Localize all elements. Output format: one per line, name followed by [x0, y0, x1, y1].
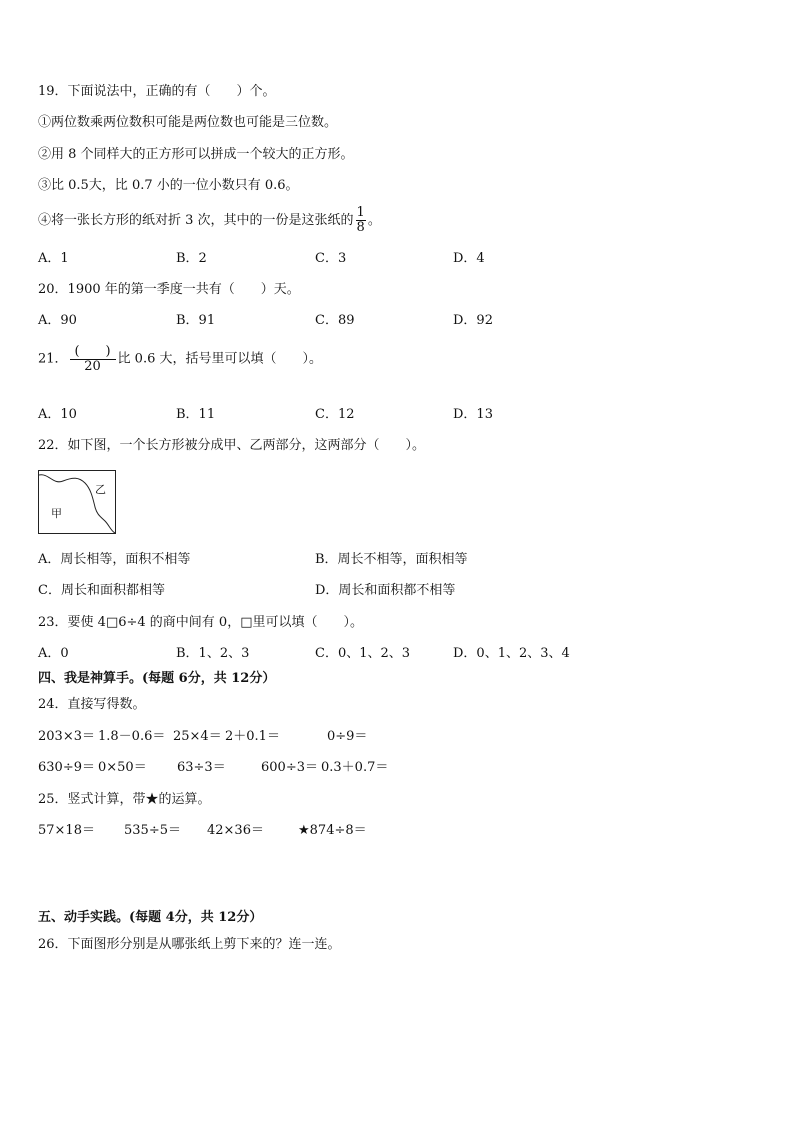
- calc-item: ★874÷8＝: [298, 823, 367, 838]
- q19-option-a[interactable]: A．1: [38, 251, 69, 266]
- q19-statement-1: ①两位数乘两位数积可能是两位数也可能是三位数。: [38, 115, 338, 130]
- calc-item: 1.8－0.6＝: [98, 729, 166, 744]
- q22-option-d[interactable]: D．周长和面积都不相等: [315, 583, 456, 598]
- q22-option-a[interactable]: A．周长相等，面积不相等: [38, 552, 191, 567]
- q21-option-d[interactable]: D．13: [453, 407, 493, 422]
- q21-option-a[interactable]: A．10: [38, 407, 77, 422]
- fraction-numerator: ( ): [70, 345, 116, 360]
- label-jia: 甲: [51, 507, 62, 520]
- calc-item: 42×36＝: [207, 823, 264, 838]
- q20-option-c[interactable]: C．89: [315, 313, 355, 328]
- q19-statement-4: [38, 206, 381, 236]
- calc-item: 630÷9＝: [38, 760, 95, 775]
- q22-option-c[interactable]: C．周长和面积都相等: [38, 583, 165, 598]
- q19-stem: 19．下面说法中，正确的有（ ）个。: [38, 84, 276, 99]
- calc-item: 63÷3＝: [177, 760, 226, 775]
- q19-option-c[interactable]: C．3: [315, 251, 347, 266]
- calc-item: 57×18＝: [38, 823, 95, 838]
- calc-item: 203×3＝: [38, 729, 95, 744]
- section-5-heading: 五、动手实践。(每题 4分，共 12分）: [38, 910, 263, 925]
- fraction-denominator: 8: [356, 220, 365, 235]
- calc-item: 535÷5＝: [124, 823, 181, 838]
- q19-statement-2: ②用 8 个同样大的正方形可以拼成一个较大的正方形。: [38, 147, 354, 162]
- q26-stem: 26．下面图形分别是从哪张纸上剪下来的？连一连。: [38, 937, 341, 952]
- q22-stem: 22．如下图，一个长方形被分成甲、乙两部分，这两部分（ ）。: [38, 438, 426, 453]
- q19-statement-4-end: 。: [367, 213, 381, 228]
- q19-option-d[interactable]: D．4: [453, 251, 485, 266]
- fraction-blank-over-20: [70, 345, 116, 374]
- calc-item: 0×50＝: [98, 760, 147, 775]
- q19-statement-4-text: ④将一张长方形的纸对折 3 次，其中的一份是这张纸的: [38, 213, 354, 228]
- q23-option-d[interactable]: D．0、1、2、3、4: [453, 646, 570, 661]
- section-4-heading: 四、我是神算手。(每题 6分，共 12分）: [38, 671, 276, 686]
- q23-option-a[interactable]: A．0: [38, 646, 69, 661]
- q20-option-b[interactable]: B．91: [176, 313, 216, 328]
- calc-item: 25×4＝: [173, 729, 222, 744]
- q23-option-b[interactable]: B．1、2、3: [176, 646, 250, 661]
- q21-option-b[interactable]: B．11: [176, 407, 216, 422]
- q23-stem: 23．要使 4□6÷4 的商中间有 0，□里可以填（ ）。: [38, 615, 363, 630]
- calc-item: 2＋0.1＝: [225, 729, 280, 744]
- q23-option-c[interactable]: C．0、1、2、3: [315, 646, 411, 661]
- q21-stem-text: 比 0.6 大，括号里可以填（ ）。: [117, 351, 322, 367]
- q20-stem: 20．1900 年的第一季度一共有（ ）天。: [38, 282, 300, 297]
- q21-number: 21．: [38, 351, 68, 367]
- fraction-denominator: 20: [84, 359, 101, 374]
- fraction-one-eighth: [356, 206, 366, 235]
- q25-stem: 25．竖式计算，带★的运算。: [38, 792, 211, 807]
- q20-option-a[interactable]: A．90: [38, 313, 77, 328]
- q19-option-b[interactable]: B．2: [176, 251, 207, 266]
- fraction-numerator: 1: [356, 205, 365, 220]
- q19-statement-3: ③比 0.5大，比 0.7 小的一位小数只有 0.6。: [38, 178, 299, 193]
- label-yi: 乙: [95, 483, 106, 496]
- calc-item: 0.3＋0.7＝: [321, 760, 389, 775]
- calc-item: 0÷9＝: [327, 729, 368, 744]
- q21-option-c[interactable]: C．12: [315, 407, 355, 422]
- q24-stem: 24．直接写得数。: [38, 697, 146, 712]
- rectangle-figure: [38, 470, 116, 534]
- calc-item: 600÷3＝: [261, 760, 318, 775]
- q22-option-b[interactable]: B．周长不相等，面积相等: [315, 552, 468, 567]
- q20-option-d[interactable]: D．92: [453, 313, 493, 328]
- q21-stem: [38, 345, 322, 374]
